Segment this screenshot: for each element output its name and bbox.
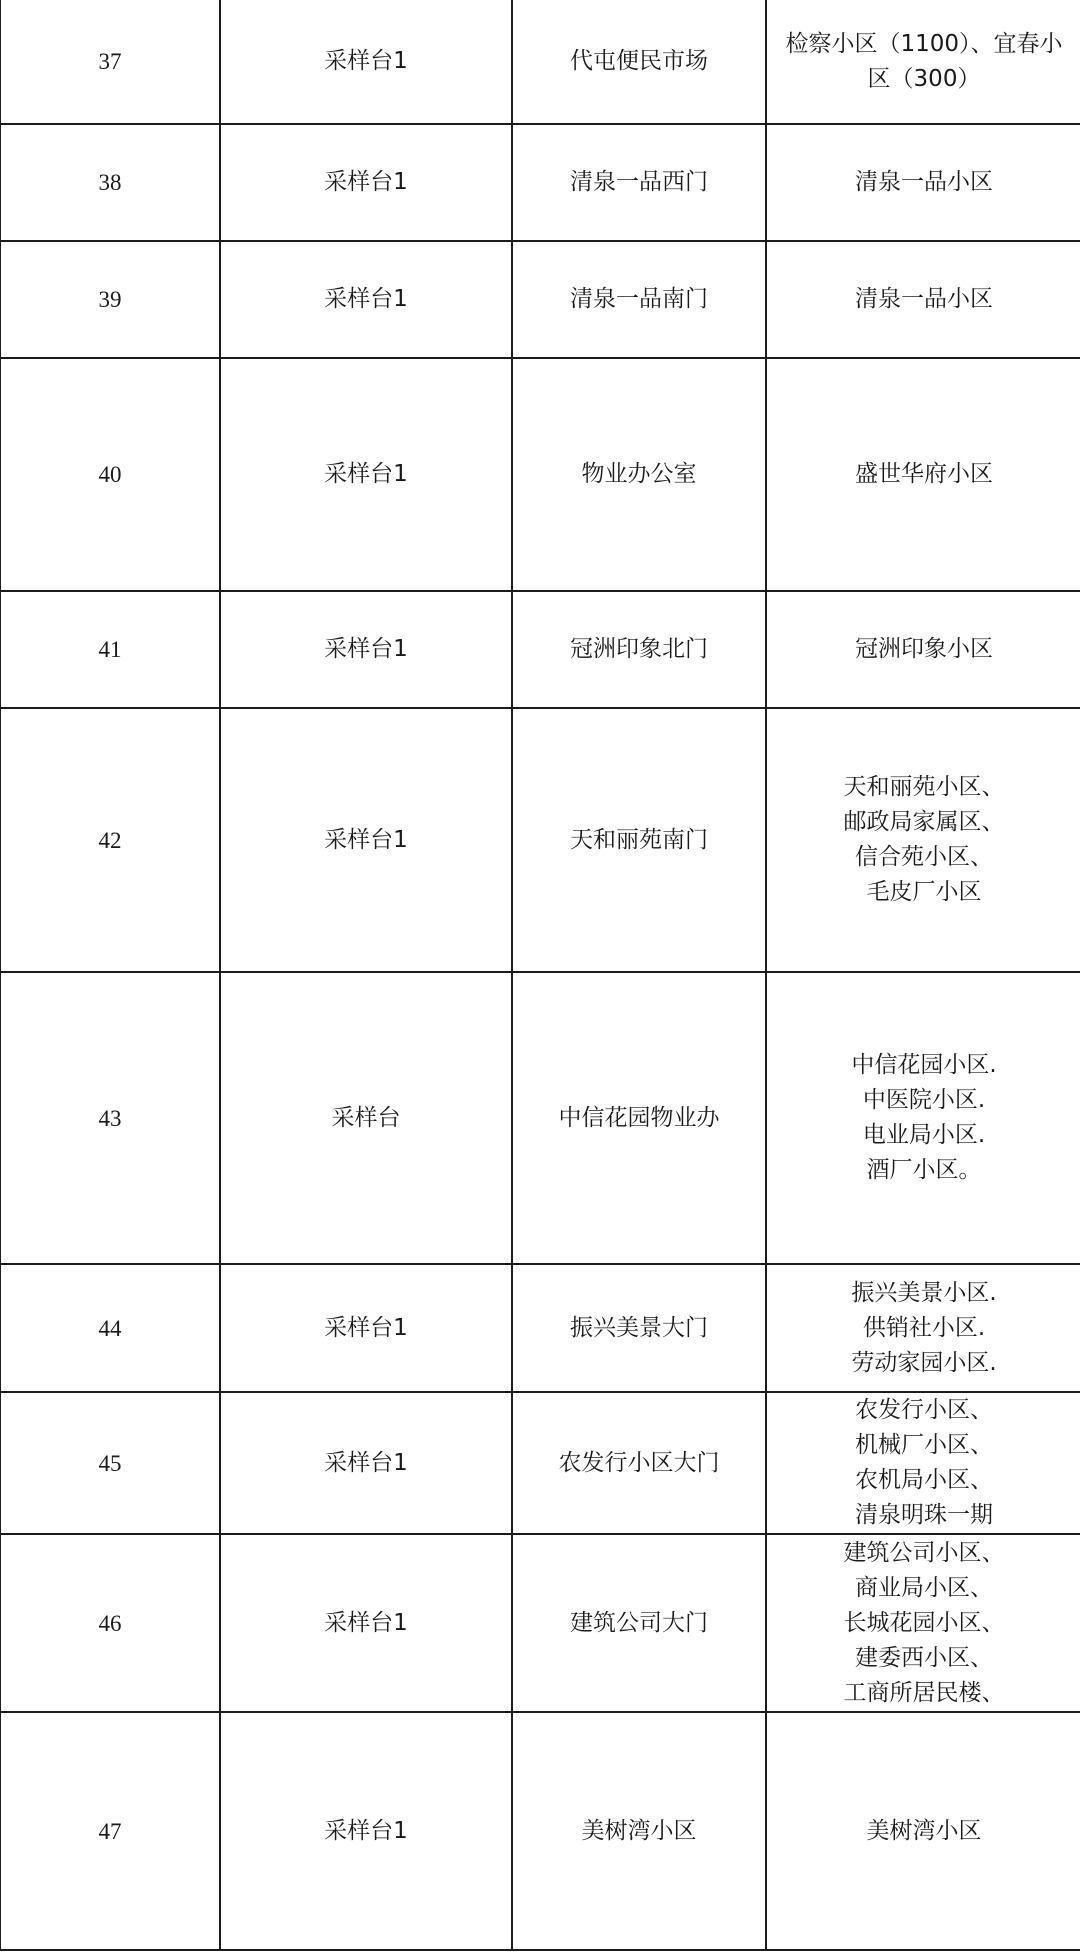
table-row [0, 1712, 1080, 1950]
table-row [0, 1392, 1080, 1534]
community-line: 工商所居民楼、 [843, 1679, 1005, 1706]
table-row [0, 591, 1080, 708]
table-row [0, 358, 1080, 591]
row-number: 37 [0, 0, 220, 124]
covered-communities [766, 1264, 1080, 1392]
community-line: 清泉明珠一期 [855, 1502, 993, 1528]
community-line: 冠洲印象小区 [855, 636, 993, 662]
row-number: 45 [0, 1392, 220, 1534]
community-line: 长城花园小区、 [843, 1609, 1005, 1636]
community-line: 供销社小区. [862, 1314, 986, 1341]
table-row [0, 972, 1080, 1264]
community-line: 区（300） [867, 65, 981, 92]
covered-communities [766, 358, 1080, 591]
row-number: 41 [0, 591, 220, 708]
sampling-station: 采样台1 [220, 1264, 512, 1392]
community-line: 机械厂小区、 [855, 1432, 993, 1458]
row-number: 39 [0, 241, 220, 358]
community-line: 建筑公司小区、 [843, 1539, 1005, 1566]
sampling-location: 美树湾小区 [512, 1712, 766, 1950]
community-line: 建委西小区、 [855, 1644, 993, 1671]
community-line: 中信花园小区. [851, 1052, 997, 1078]
sampling-location: 中信花园物业办 [512, 972, 766, 1264]
sampling-station: 采样台1 [220, 708, 512, 972]
sampling-location: 振兴美景大门 [512, 1264, 766, 1392]
sampling-location: 清泉一品南门 [512, 241, 766, 358]
row-number: 47 [0, 1712, 220, 1950]
row-number: 46 [0, 1534, 220, 1712]
community-line: 中医院小区. [862, 1087, 986, 1113]
community-line: 检察小区（1100）、宜春小 [785, 30, 1063, 57]
sampling-station: 采样台1 [220, 0, 512, 124]
sampling-station: 采样台1 [220, 241, 512, 358]
sampling-location: 农发行小区大门 [512, 1392, 766, 1534]
sampling-location: 清泉一品西门 [512, 124, 766, 241]
covered-communities [766, 124, 1080, 241]
sampling-location: 物业办公室 [512, 358, 766, 591]
covered-communities [766, 0, 1080, 124]
sampling-location: 建筑公司大门 [512, 1534, 766, 1712]
community-line: 毛皮厂小区 [866, 879, 982, 905]
community-line: 电业局小区. [862, 1122, 986, 1148]
row-number: 42 [0, 708, 220, 972]
community-line: 农机局小区、 [855, 1467, 993, 1493]
covered-communities [766, 591, 1080, 708]
community-line: 振兴美景小区. [851, 1279, 997, 1306]
row-number: 38 [0, 124, 220, 241]
sampling-location: 代屯便民市场 [512, 0, 766, 124]
community-line: 酒厂小区。 [866, 1157, 982, 1183]
sampling-station: 采样台1 [220, 1534, 512, 1712]
community-line: 劳动家园小区. [851, 1349, 997, 1376]
covered-communities [766, 1712, 1080, 1950]
sampling-station: 采样台1 [220, 358, 512, 591]
table-row [0, 0, 1080, 124]
community-line: 盛世华府小区 [855, 461, 993, 487]
community-line: 清泉一品小区 [855, 169, 993, 195]
sampling-station: 采样台1 [220, 1712, 512, 1950]
covered-communities [766, 1534, 1080, 1712]
sampling-station: 采样台1 [220, 124, 512, 241]
community-line: 美树湾小区 [866, 1817, 982, 1844]
table-row [0, 1264, 1080, 1392]
sampling-station: 采样台1 [220, 1392, 512, 1534]
community-line: 天和丽苑小区、 [843, 774, 1005, 800]
sampling-station: 采样台1 [220, 591, 512, 708]
covered-communities [766, 241, 1080, 358]
community-line: 清泉一品小区 [855, 286, 993, 312]
sampling-location: 冠洲印象北门 [512, 591, 766, 708]
row-number: 40 [0, 358, 220, 591]
covered-communities [766, 1392, 1080, 1534]
table-row [0, 241, 1080, 358]
table-row [0, 124, 1080, 241]
community-line: 农发行小区、 [855, 1397, 993, 1423]
sampling-station: 采样台 [220, 972, 512, 1264]
sampling-location: 天和丽苑南门 [512, 708, 766, 972]
row-number: 43 [0, 972, 220, 1264]
community-line: 信合苑小区、 [855, 844, 993, 870]
covered-communities [766, 972, 1080, 1264]
table-row [0, 708, 1080, 972]
covered-communities [766, 708, 1080, 972]
community-line: 商业局小区、 [855, 1574, 993, 1601]
community-line: 邮政局家属区、 [843, 809, 1005, 835]
table-row [0, 1534, 1080, 1712]
row-number: 44 [0, 1264, 220, 1392]
